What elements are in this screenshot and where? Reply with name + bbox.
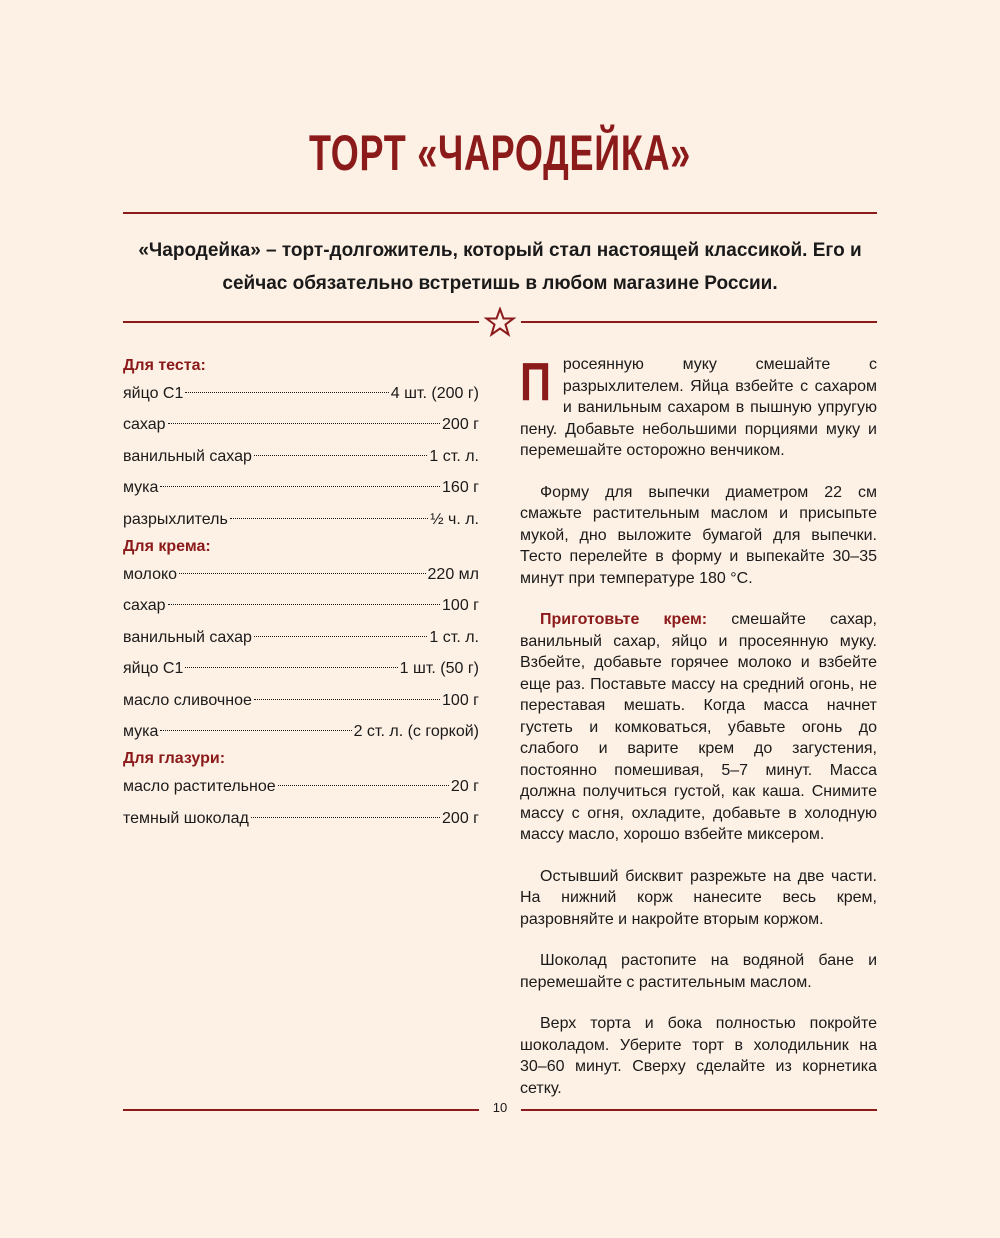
ingredient-amount: 200 г	[442, 809, 479, 827]
ingredients-dough	[123, 378, 479, 535]
ingredients-list	[123, 354, 479, 834]
leader-dots	[254, 636, 428, 637]
footer-divider-right	[521, 1109, 877, 1111]
ingredient-name: сахар	[123, 416, 166, 434]
ingredient-name: мука	[123, 722, 159, 740]
ingredient-amount: 1 ст. л.	[429, 447, 479, 465]
ingredient-row	[123, 590, 479, 621]
leader-dots	[185, 392, 388, 393]
ingredient-row	[123, 441, 479, 472]
page-title: ТОРТ «ЧАРОДЕЙКА»	[308, 125, 692, 181]
ingredient-amount: 220 мл	[427, 565, 479, 583]
ingredient-amount: 100 г	[442, 597, 479, 615]
ingredient-row	[123, 685, 479, 716]
section-title-cream: Для крема:	[123, 537, 211, 555]
ingredient-row	[123, 472, 479, 503]
leader-dots	[278, 785, 449, 786]
ingredient-amount: 1 ст. л.	[429, 628, 479, 646]
ingredient-row	[123, 504, 479, 535]
intro-text: «Чародейка» – торт-долгожитель, который стал настоящей классикой. Его и сейчас обязательно встретишь в любом магазине России.	[138, 240, 862, 294]
ingredient-name: яйцо С1	[123, 660, 184, 678]
section-title-glaze: Для глазури:	[123, 750, 226, 768]
ingredient-row	[123, 622, 479, 653]
ingredient-row	[123, 378, 479, 409]
step-lead: Приготовьте крем:	[540, 611, 708, 628]
ingredient-name: сахар	[123, 597, 166, 615]
leader-dots	[254, 455, 428, 456]
ingredient-name: молоко	[123, 565, 178, 583]
ingredient-amount: 160 г	[442, 479, 479, 497]
ingredient-name: ванильный сахар	[123, 447, 252, 465]
ornament-divider-right	[521, 321, 877, 323]
ingredient-name: ванильный сахар	[123, 628, 252, 646]
ingredient-name: масло растительное	[123, 778, 276, 796]
ingredient-row	[123, 803, 479, 834]
ingredient-amount: 100 г	[442, 691, 479, 709]
step-paragraph-3: Приготовьте крем: смешайте сахар, ванильный сахар, яйцо и просеянную муку. Взбейте, добавьте горячее молоко и взбейте еще раз. Поставьте массу на средний огонь, не переставая мешать. Когда масса начнет густеть и комковаться, убавьте огонь до слабого и варите крем до загустения, постоянно помешивая, 5–7 минут. Масса должна получиться густой, как каша. Снимите массу с огня, охладите, добавьте в холодную массу масло, хорошо взбейте миксером.	[520, 611, 877, 843]
section-title-dough: Для теста:	[123, 357, 206, 374]
leader-dots	[168, 604, 441, 605]
ingredient-name: яйцо С1	[123, 385, 184, 402]
ingredient-name: темный шоколад	[123, 809, 249, 827]
ingredient-row	[123, 559, 479, 590]
leader-dots	[160, 486, 440, 487]
ingredient-row	[123, 653, 479, 684]
step-paragraph-5: Шоколад растопите на водяной бане и перемешайте с растительным маслом.	[520, 952, 877, 991]
ingredient-amount: ½ ч. л.	[430, 510, 479, 528]
leader-dots	[179, 573, 425, 574]
drop-cap: П	[520, 352, 552, 412]
instructions	[520, 354, 877, 1119]
step-paragraph-4: Остывший бисквит разрежьте на две части. На нижний корж нанесите весь крем, разровняйте и накройте вторым коржом.	[520, 867, 877, 928]
ingredient-amount: 1 шт. (50 г)	[399, 660, 479, 678]
ingredient-row	[123, 409, 479, 440]
title-divider	[123, 212, 877, 214]
ingredient-amount: 20 г	[450, 778, 479, 796]
footer-divider-left	[123, 1109, 479, 1111]
leader-dots	[254, 699, 440, 700]
ingredient-row	[123, 716, 479, 747]
page-number: 10	[492, 1100, 508, 1115]
leader-dots	[251, 817, 440, 818]
ornament-divider-left	[123, 321, 479, 323]
ingredient-amount: 4 шт. (200 г)	[390, 385, 479, 402]
leader-dots	[230, 518, 428, 519]
ingredient-amount: 2 ст. л. (с горкой)	[353, 722, 479, 740]
ingredients-glaze	[123, 771, 479, 834]
ingredient-row	[123, 771, 479, 802]
star-icon	[484, 307, 516, 337]
step-paragraph-2: Форму для выпечки диаметром 22 см смажьте растительным маслом и присыпьте мукой, дно выложите бумагой для выпечки. Тесто перелейте в форму и выпекайте 30–35 минут при температуре 180 °С.	[520, 483, 877, 587]
ingredient-name: мука	[123, 479, 159, 497]
ingredient-name: разрыхлитель	[123, 510, 228, 528]
step-paragraph-1: Просеянную муку смешайте с разрыхлителем. Яйца взбейте с сахаром и ванильным сахаром в пышную упругую пену. Добавьте небольшими порциями муку и перемешайте осторожно венчиком.	[520, 352, 877, 459]
leader-dots	[160, 730, 351, 731]
ingredient-amount: 200 г	[442, 416, 479, 434]
ingredients-cream	[123, 559, 479, 747]
leader-dots	[168, 423, 441, 424]
leader-dots	[185, 667, 397, 668]
ingredient-name: масло сливочное	[123, 691, 252, 709]
step-paragraph-6: Верх торта и бока полностью покройте шоколадом. Уберите торт в холодильник на 30–60 минут. Сверху сделайте из корнетика сетку.	[520, 1015, 877, 1097]
